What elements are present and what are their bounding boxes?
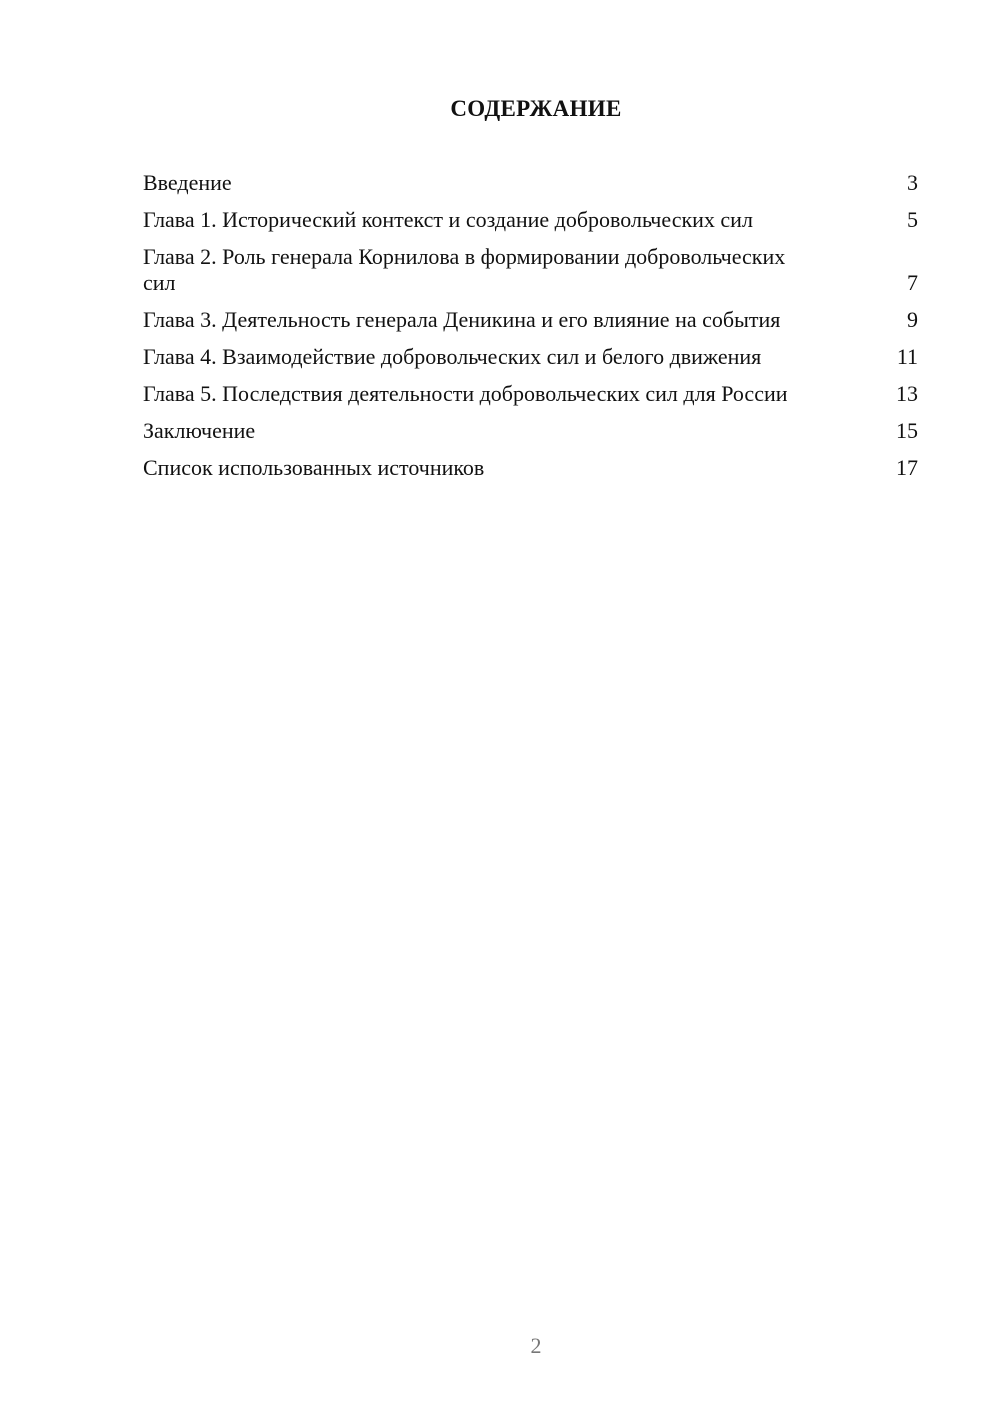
toc-entry-label: Глава 4. Взаимодействие добровольческих сил и белого движения <box>143 344 762 369</box>
toc-entry-page: 3 <box>907 170 918 195</box>
toc-entry-page: 11 <box>896 344 918 369</box>
toc-entry-references <box>143 455 918 481</box>
toc-entry-label: Глава 5. Последствия деятельности добровольческих сил для России <box>143 381 788 406</box>
toc-entry-page: 7 <box>907 270 918 295</box>
toc-entry-conclusion <box>143 418 918 444</box>
toc-entry-page: 15 <box>896 418 918 443</box>
toc-entry-page: 13 <box>896 381 918 406</box>
toc-entry-label: Список использованных источников <box>143 455 485 480</box>
toc-entry-chapter-1 <box>143 207 918 233</box>
toc-entry-introduction <box>143 170 918 196</box>
toc-entry-chapter-4 <box>143 344 918 370</box>
table-of-contents <box>143 170 918 492</box>
toc-entry-label: Введение <box>143 170 232 195</box>
toc-entry-chapter-3 <box>143 307 918 333</box>
toc-entry-chapter-2 <box>143 244 918 296</box>
toc-entry-page: 9 <box>907 307 918 332</box>
toc-entry-page: 17 <box>896 455 918 480</box>
page-number: 2 <box>530 1333 542 1358</box>
toc-entry-label: Глава 3. Деятельность генерала Деникина и его влияние на события <box>143 307 781 332</box>
toc-entry-page: 5 <box>907 207 918 232</box>
toc-entry-label: Заключение <box>143 418 256 443</box>
toc-entry-label: Глава 2. Роль генерала Корнилова в формировании добровольческих сил <box>143 244 786 295</box>
toc-entry-chapter-5 <box>143 381 918 407</box>
toc-title: СОДЕРЖАНИЕ <box>450 96 622 121</box>
toc-entry-label: Глава 1. Исторический контекст и создание добровольческих сил <box>143 207 753 232</box>
